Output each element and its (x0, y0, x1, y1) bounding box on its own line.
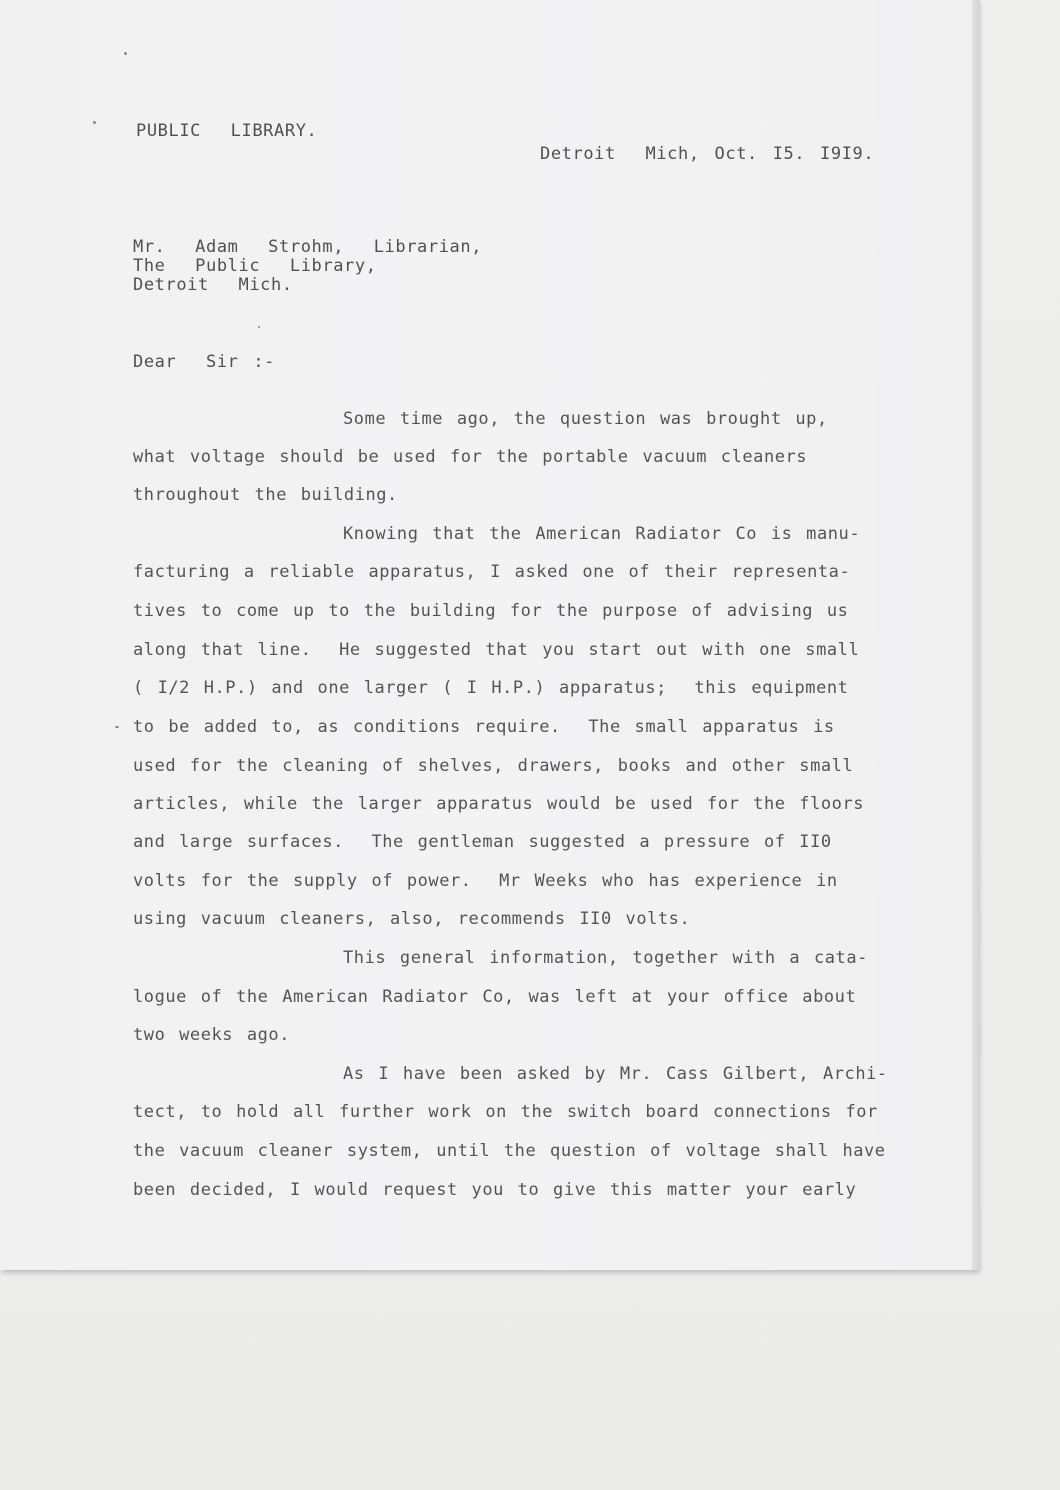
body-line: ( I/2 H.P.) and one larger ( I H.P.) apparatus; this equipment (133, 678, 849, 698)
body-line: Knowing that the American Radiator Co is manu- (343, 524, 861, 544)
salutation: Dear Sir :- (133, 352, 276, 372)
body-line: articles, while the larger apparatus would be used for the floors (133, 794, 865, 814)
address-line: Detroit Mich. (133, 275, 293, 295)
ink-speck (93, 121, 96, 124)
body-line: volts for the supply of power. Mr Weeks who has experience in (133, 871, 838, 891)
body-line: As I have been asked by Mr. Cass Gilbert, Archi- (343, 1064, 888, 1084)
body-line: the vacuum cleaner system, until the question of voltage shall have (133, 1141, 886, 1161)
body-line: what voltage should be used for the portable vacuum cleaners (133, 447, 808, 467)
address-line: Mr. Adam Strohm, Librarian, (133, 237, 483, 257)
body-line: This general information, together with a cata- (343, 948, 868, 968)
ink-speck (115, 726, 119, 728)
letterhead: PUBLIC LIBRARY. (136, 121, 318, 141)
ink-speck (258, 326, 260, 328)
body-line: throughout the building. (133, 485, 398, 505)
body-line: Some time ago, the question was brought up, (343, 409, 828, 429)
body-line: facturing a reliable apparatus, I asked one of their representa- (133, 562, 851, 582)
body-line: logue of the American Radiator Co, was left at your office about (133, 987, 857, 1007)
address-line: The Public Library, (133, 256, 377, 276)
body-line: and large surfaces. The gentleman suggested a pressure of II0 (133, 832, 832, 852)
body-line: along that line. He suggested that you start out with one small (133, 640, 860, 660)
body-line: tives to come up to the building for the purpose of advising us (133, 601, 849, 621)
body-line: tect, to hold all further work on the switch board connections for (133, 1102, 878, 1122)
body-line: to be added to, as conditions require. The small apparatus is (133, 717, 835, 737)
page-edge (972, 0, 980, 1270)
dateline: Detroit Mich, Oct. I5. I9I9. (540, 144, 875, 164)
ink-speck (124, 52, 127, 55)
body-line: using vacuum cleaners, also, recommends II0 volts. (133, 909, 691, 929)
body-line: two weeks ago. (133, 1025, 290, 1045)
body-line: used for the cleaning of shelves, drawers, books and other small (133, 756, 854, 776)
body-line: been decided, I would request you to give this matter your early (133, 1180, 857, 1200)
